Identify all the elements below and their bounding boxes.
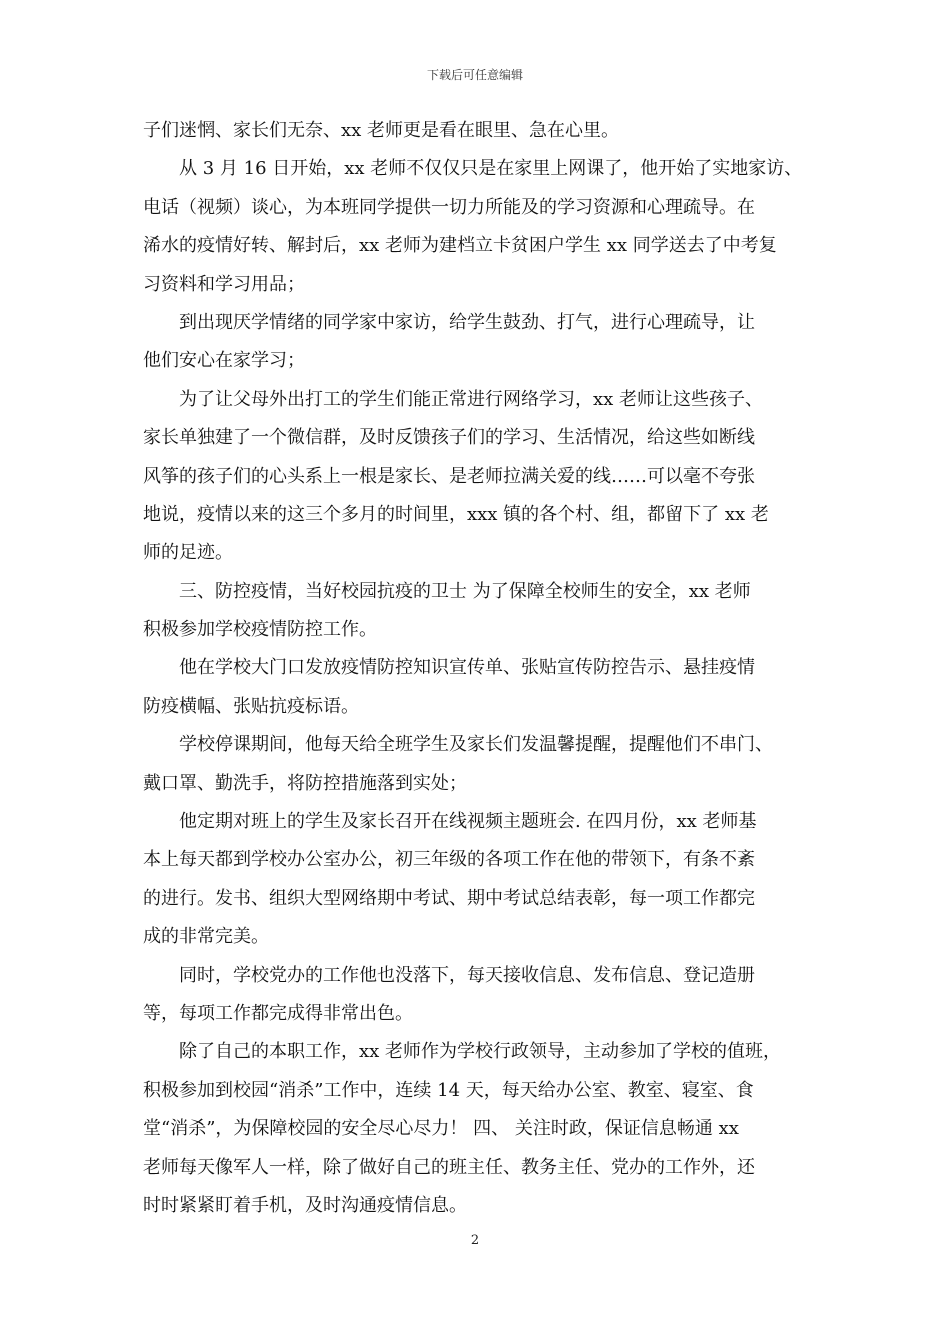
paragraph xyxy=(143,112,811,150)
text-line: 堂“消杀”，为保障校园的安全尽心尽力！ 四、 关注时政，保证信息畅通 xx xyxy=(143,1118,739,1140)
text-line: 学校停课期间，他每天给全班学生及家长们发温馨提醒，提醒他们不串门、 xyxy=(179,734,773,756)
text-line: 同时，学校党办的工作他也没落下，每天接收信息、发布信息、登记造册 xyxy=(179,964,755,986)
text-line: 积极参加学校疫情防控工作。 xyxy=(143,619,377,641)
text-line: 除了自己的本职工作，xx 老师作为学校行政领导，主动参加了学校的值班， xyxy=(179,1041,782,1063)
text-line: 的进行。发书、组织大型网络期中考试、期中考试总结表彰，每一项工作都完 xyxy=(143,887,755,909)
text-line: 风筝的孩子们的心头系上一根是家长、是老师拉满关爱的线……可以毫不夸张 xyxy=(143,465,755,487)
text-line: 他在学校大门口发放疫情防控知识宣传单、张贴宣传防控告示、悬挂疫情 xyxy=(179,657,755,679)
paragraph xyxy=(143,957,811,1034)
text-line: 电话（视频）谈心，为本班同学提供一切力所能及的学习资源和心理疏导。在 xyxy=(143,196,755,218)
text-line: 到出现厌学情绪的同学家中家访，给学生鼓劲、打气，进行心理疏导，让 xyxy=(179,311,755,333)
text-line: 家长单独建了一个微信群，及时反馈孩子们的学习、生活情况，给这些如断线 xyxy=(143,427,755,449)
text-line: 他们安心在家学习； xyxy=(143,350,305,372)
text-line: 子们迷惘、家长们无奈、xx 老师更是看在眼里、急在心里。 xyxy=(143,120,620,141)
text-line: 为了让父母外出打工的学生们能正常进行网络学习，xx 老师让这些孩子、 xyxy=(179,388,764,410)
text-line: 他定期对班上的学生及家长召开在线视频主题班会. 在四月份，xx 老师基 xyxy=(179,811,757,833)
paragraph xyxy=(143,304,811,381)
text-line: 戴口罩、勤洗手，将防控措施落到实处； xyxy=(143,772,467,794)
paragraph xyxy=(143,803,811,957)
paragraph xyxy=(143,150,811,304)
body-text xyxy=(143,112,811,1225)
text-line: 成的非常完美。 xyxy=(143,926,269,948)
text-line: 三、防控疫情，当好校园抗疫的卫士 为了保障全校师生的安全，xx 老师 xyxy=(179,580,751,602)
text-line: 本上每天都到学校办公室办公，初三年级的各项工作在他的带领下，有条不紊 xyxy=(143,849,755,871)
text-line: 积极参加到校园“消杀”工作中，连续 14 天，每天给办公室、教室、寝室、食 xyxy=(143,1079,754,1101)
text-line: 地说，疫情以来的这三个多月的时间里，xxx 镇的各个村、组，都留下了 xx 老 xyxy=(143,503,769,525)
page-number: 2 xyxy=(470,1233,480,1248)
text-line: 时时紧紧盯着手机，及时沟通疫情信息。 xyxy=(143,1194,467,1216)
text-line: 等，每项工作都完成得非常出色。 xyxy=(143,1002,413,1024)
paragraph xyxy=(143,1033,811,1225)
paragraph xyxy=(143,649,811,726)
paragraph xyxy=(143,381,811,573)
text-line: 浠水的疫情好转、解封后，xx 老师为建档立卡贫困户学生 xx 同学送去了中考复 xyxy=(143,235,777,257)
text-line: 老师每天像军人一样，除了做好自己的班主任、教务主任、党办的工作外，还 xyxy=(143,1156,755,1178)
paragraph xyxy=(143,573,811,650)
text-line: 从 3 月 16 日开始，xx 老师不仅仅只是在家里上网课了，他开始了实地家访、 xyxy=(179,158,803,180)
page-header-note: 下载后可任意编辑 xyxy=(426,68,523,82)
text-line: 习资料和学习用品； xyxy=(143,273,305,295)
text-line: 防疫横幅、张贴抗疫标语。 xyxy=(143,695,359,717)
text-line: 师的足迹。 xyxy=(143,542,233,564)
paragraph xyxy=(143,726,811,803)
